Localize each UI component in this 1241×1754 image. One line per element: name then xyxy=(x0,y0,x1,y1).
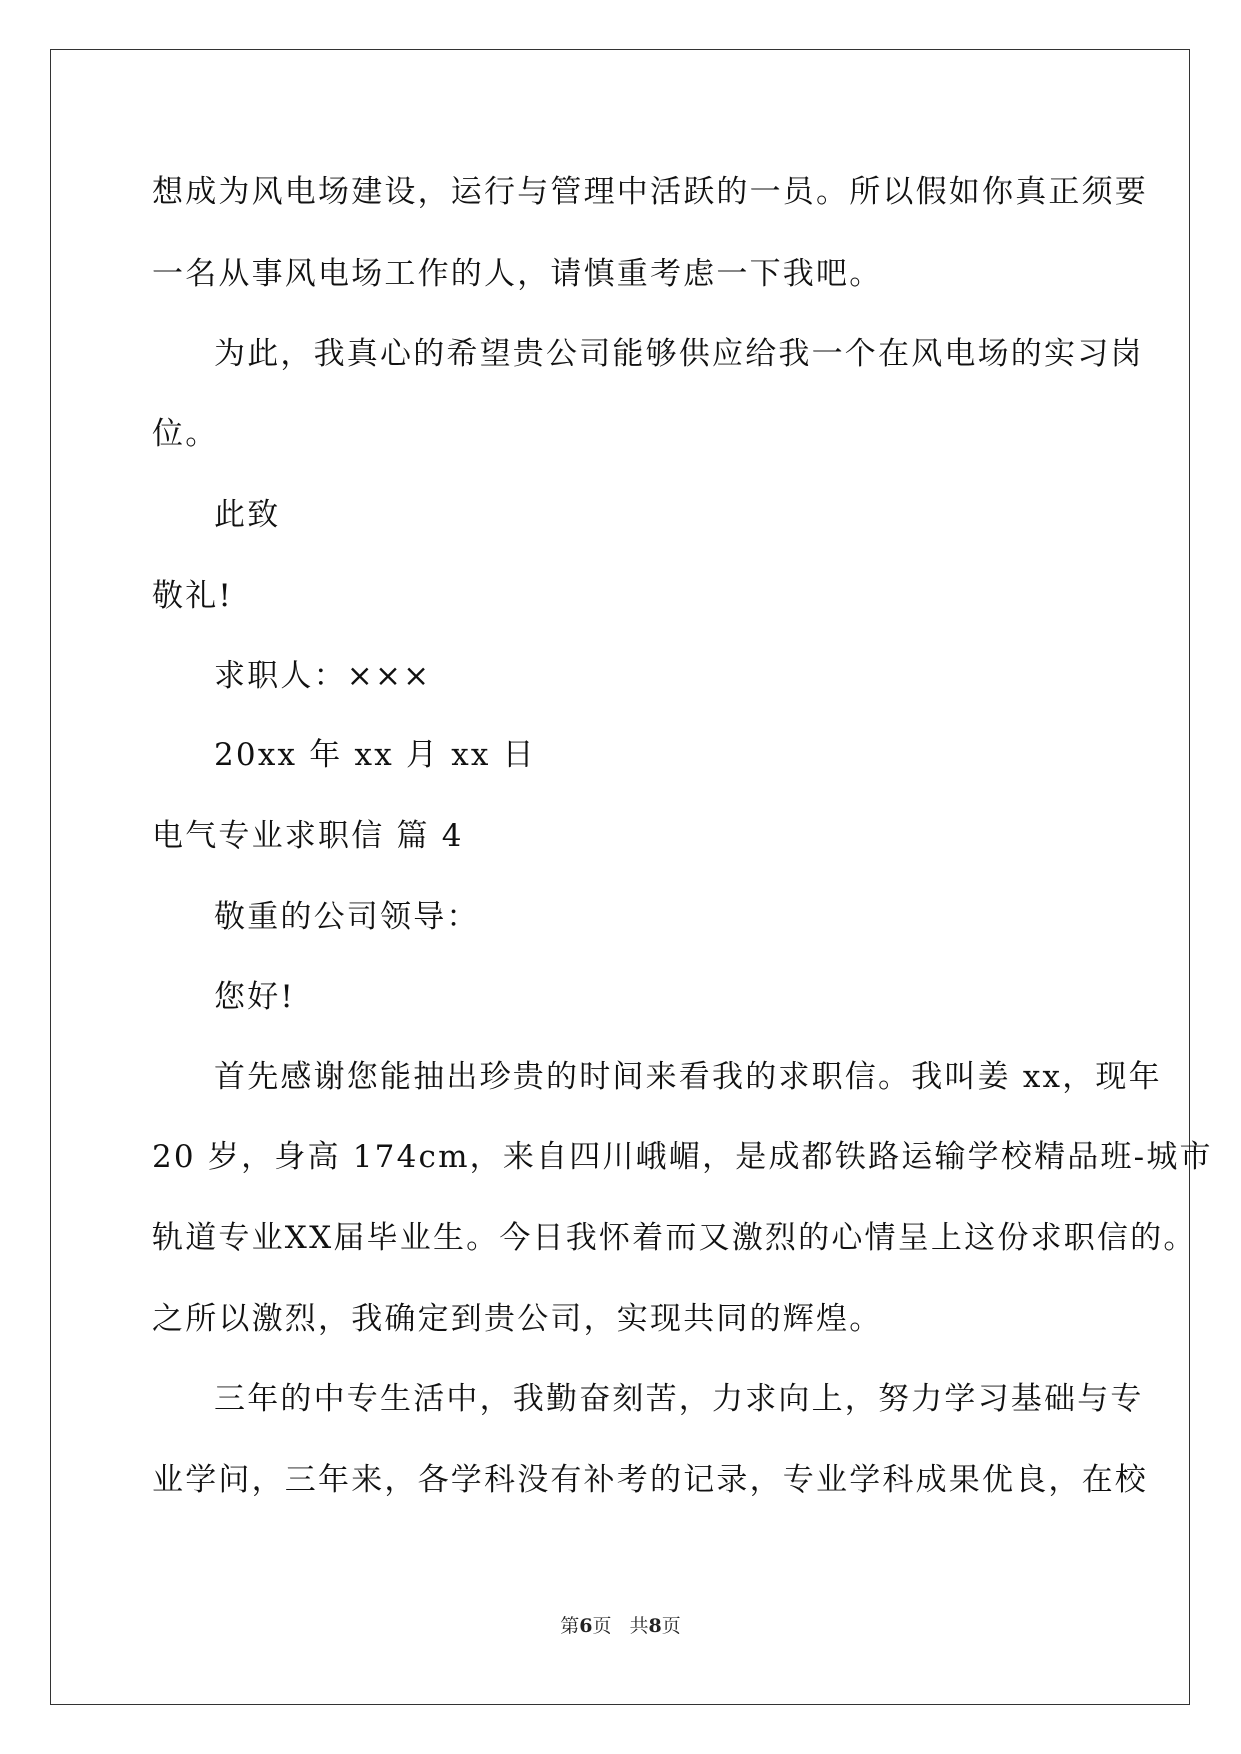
body-line: 20 岁，身高 174cm，来自四川峨嵋，是成都铁路运输学校精品班-城市 xyxy=(152,1139,1213,1175)
greeting-line: 敬重的公司领导： xyxy=(214,899,480,935)
body-line: 轨道专业XX届毕业生。今日我怀着而又激烈的心情呈上这份求职信的。 xyxy=(152,1220,1197,1256)
page-total: 8 xyxy=(648,1615,662,1637)
page-current: 6 xyxy=(579,1615,593,1637)
closing-line: 此致 xyxy=(214,497,281,533)
body-line: 三年的中专生活中，我勤奋刻苦，力求向上，努力学习基础与专 xyxy=(214,1381,1144,1417)
date-line: 20xx 年 xx 月 xx 日 xyxy=(214,737,536,773)
signature-line: 求职人：××× xyxy=(214,658,432,694)
total-suffix: 页 xyxy=(661,1615,681,1637)
page-footer xyxy=(0,1611,1241,1638)
page-suffix: 页 xyxy=(592,1615,612,1637)
body-line: 为此，我真心的希望贵公司能够供应给我一个在风电场的实习岗 xyxy=(214,336,1144,372)
page-prefix: 第 xyxy=(560,1615,580,1637)
body-line: 之所以激烈，我确定到贵公司，实现共同的辉煌。 xyxy=(152,1301,883,1337)
body-line: 位。 xyxy=(152,416,219,452)
body-line: 业学问，三年来，各学科没有补考的记录，专业学科成果优良，在校 xyxy=(152,1462,1148,1498)
greeting-line: 您好! xyxy=(214,979,296,1015)
page-border xyxy=(50,49,1190,1705)
body-line: 想成为风电场建设，运行与管理中活跃的一员。所以假如你真正须要 xyxy=(152,174,1148,210)
body-line: 首先感谢您能抽出珍贵的时间来看我的求职信。我叫姜 xx，现年 xyxy=(214,1059,1162,1095)
salutation-line: 敬礼! xyxy=(152,578,234,614)
body-line: 一名从事风电场工作的人，请慎重考虑一下我吧。 xyxy=(152,256,883,292)
section-heading: 电气专业求职信 篇 4 xyxy=(152,818,464,854)
total-prefix: 共 xyxy=(629,1615,649,1637)
